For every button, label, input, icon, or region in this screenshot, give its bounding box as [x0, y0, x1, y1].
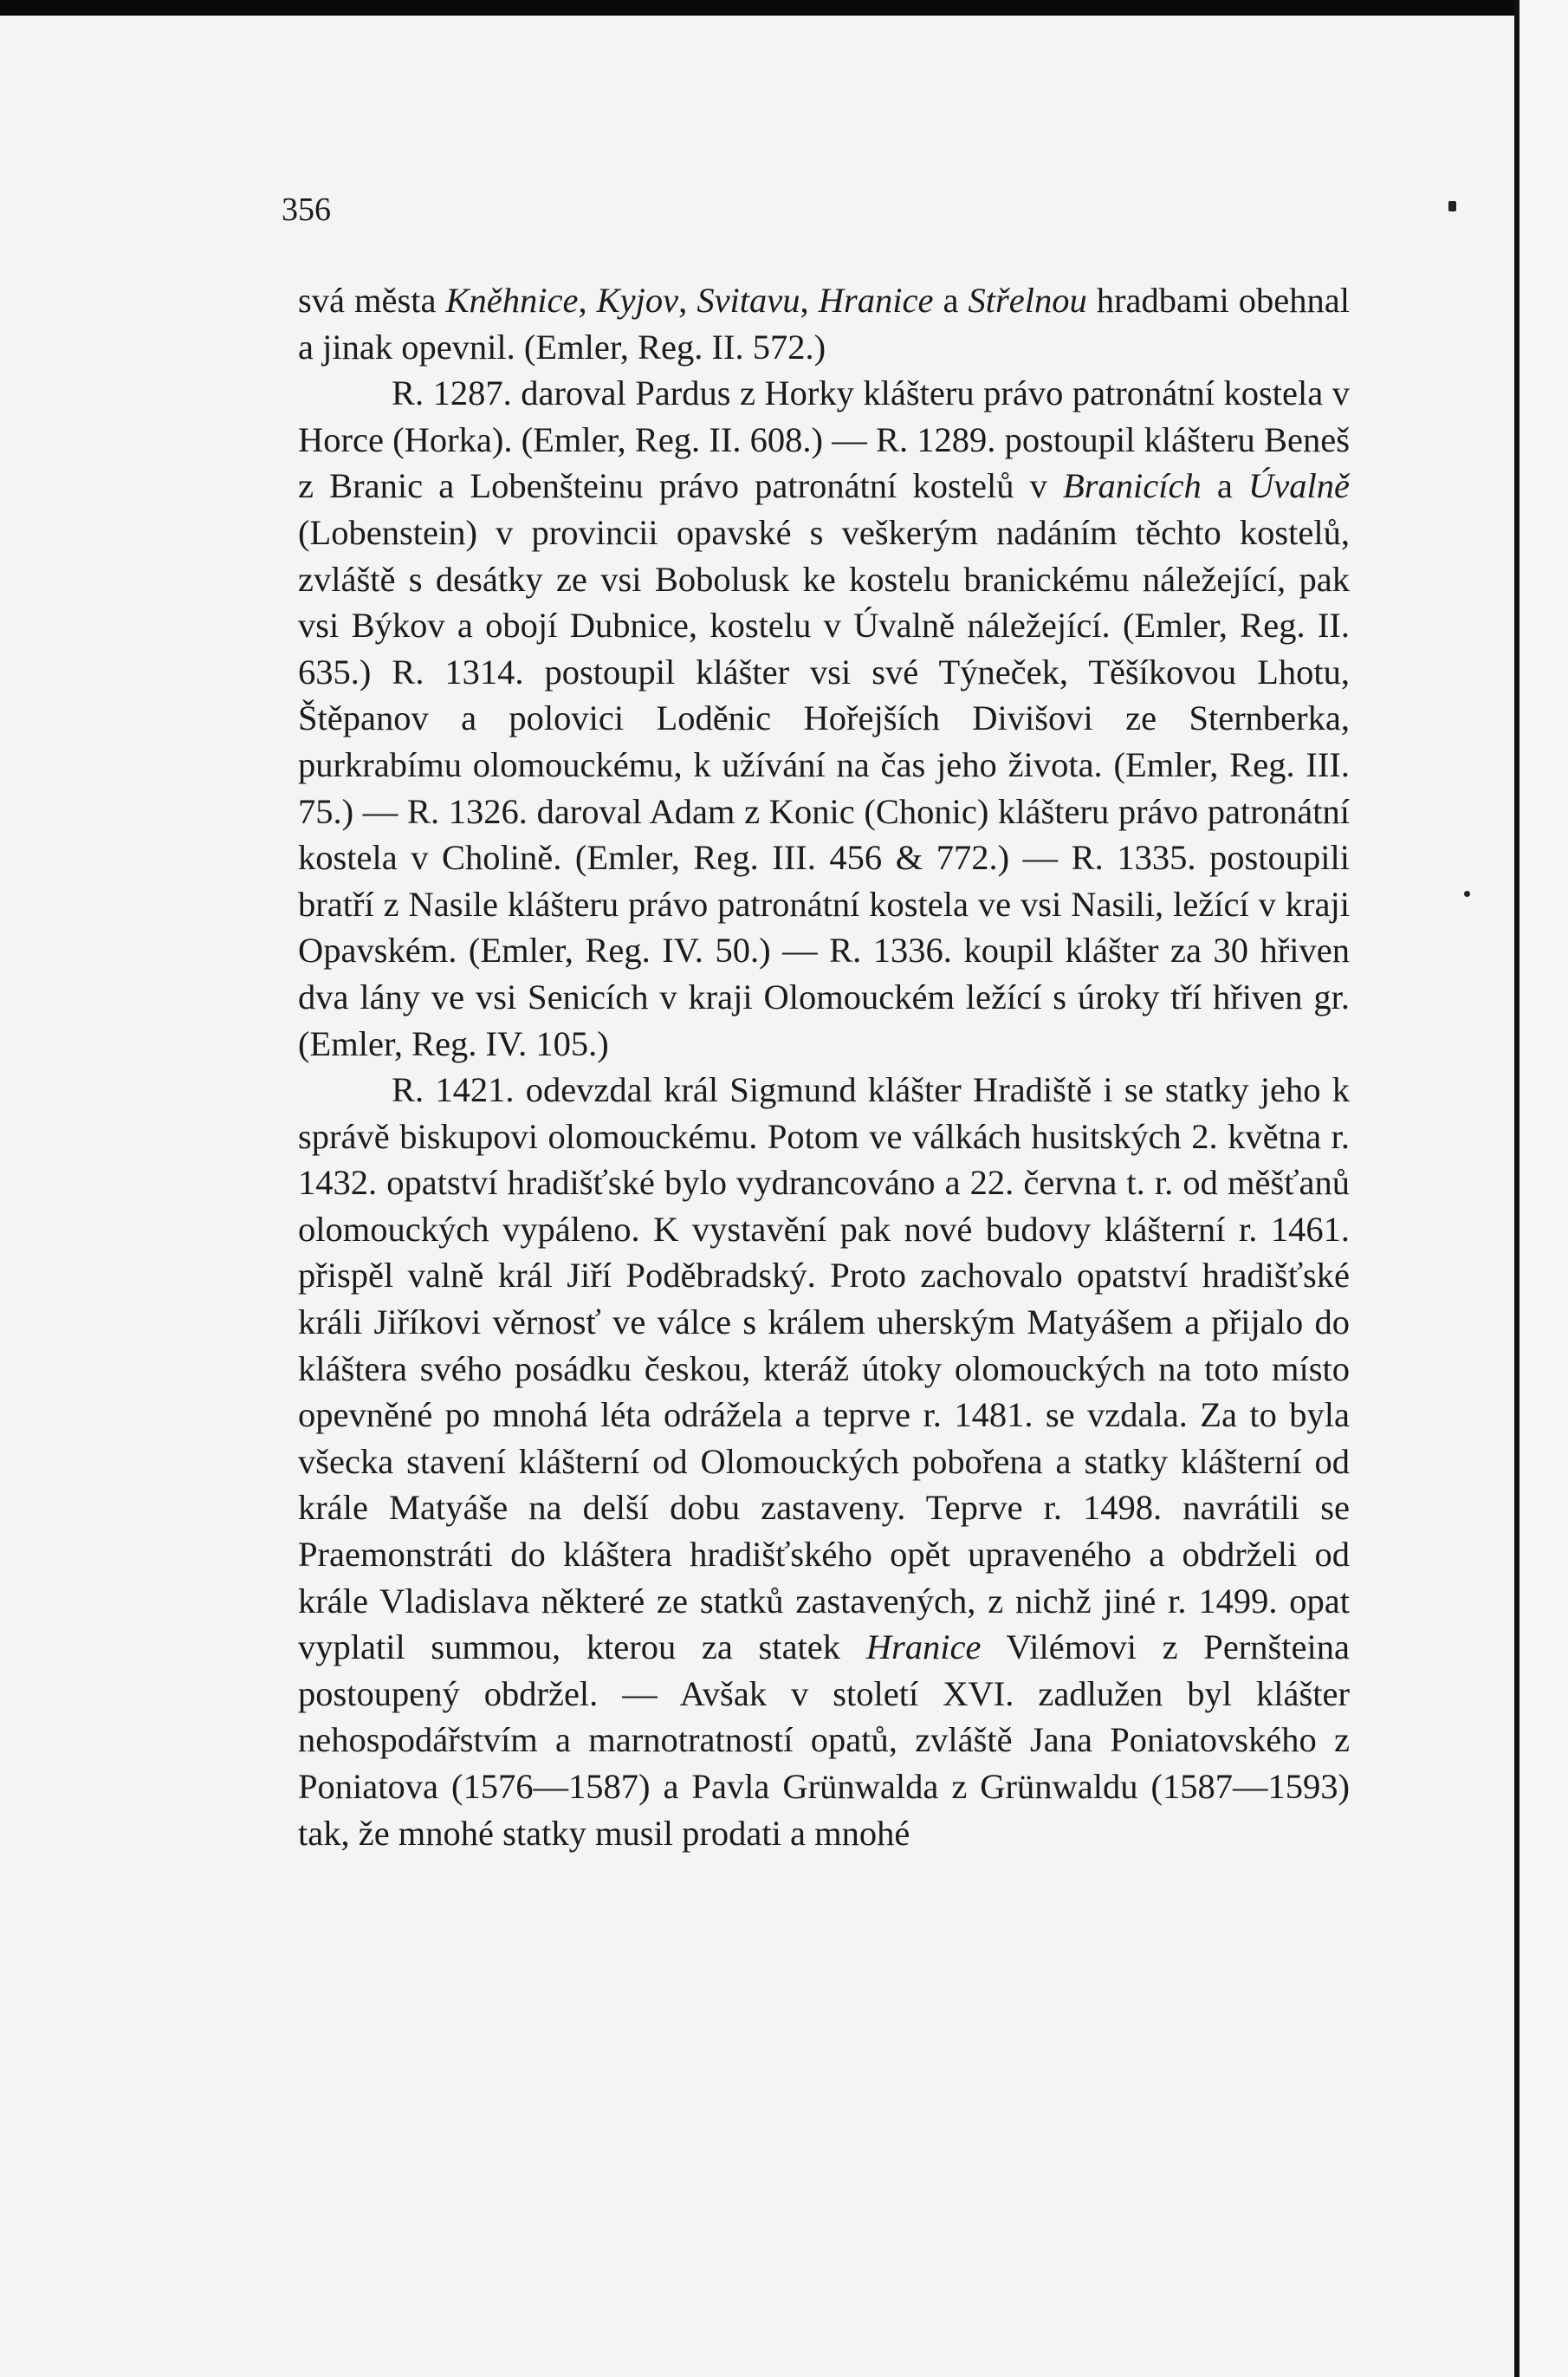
text-segment: hradbami obehnal a jinak opevnil. (Emler, Reg. II. 572.) — [298, 281, 1350, 367]
text-segment: a — [1201, 466, 1249, 506]
text-segment: (Lobenstein) v provincii opavské s veškerým nadáním těchto kostelů, zvláště s desátky ze vsi Bobolusk ke kostelu branickému náležející, pak vsi Býkov a obojí Dubnice, kostelu v Úvalně náležející. (Emler, Reg. II. 635.) R. 1314. postoupil klášter vsi své Týneček, Těšíkovou Lhotu, Štěpanov a polovici Loděnic Hořejších Divišovi ze Sternberka, purkrabímu olomouckému, k užívání na čas jeho života. (Emler, Reg. III. 75.) — R. 1326. daroval Adam z Konic (Chonic) klášteru právo patronátní kostela v Cholině. (Emler, Reg. III. 456 & 772.) — R. 1335. postoupili bratří z Nasile klášteru právo patronátní kostela ve vsi Nasili, ležící v kraji Opavském. (Emler, Reg. IV. 50.) — R. 1336. koupil klášter za 30 hřiven dva lány ve vsi Senicích v kraji Olomouckém ležící s úroky tří hřiven gr. (Emler, Reg. IV. 105.) — [298, 512, 1350, 1063]
page-number: 356 — [282, 192, 331, 228]
paragraph-3 — [298, 1067, 1350, 1856]
text-segment: R. 1287. daroval Pardus z Horky klášteru právo patronátní kostela v Horce (Horka). (Emler, Reg. II. 608.) — R. 1289. postoupil klášteru Beneš z Branic a Lobenšteinu právo patronátní kostelů v — [298, 373, 1350, 506]
scan-speck — [1448, 201, 1456, 211]
text-segment: R. 1421. odevzdal král Sigmund klášter Hradiště i se statky jeho k správě biskupovi olomouckému. Potom ve válkách husitských 2. května r. 1432. opatství hradišťské bylo vydrancováno a 22. června t. r. od měšťanů olomouckých vypáleno. K vystavění pak nové budovy klášterní r. 1461. přispěl valně král Jiří Poděbradský. Proto zachovalo opatství hradišťské králi Jiříkovi věrnosť ve válce s králem uherským Matyášem a přijalo do kláštera svého posádku českou, kteráž útoky olomouckých na toto místo opevněné po mnohá léta odrážela a teprve r. 1481. se vzdala. Za to byla všecka stavení klášterní od Olomouckých pobořena a statky klášterní od krále Matyáše na delší dobu zastaveny. Teprve r. 1498. navrátili se Praemonstráti do kláštera hradišťského opět upraveného a obdrželi od krále Vladislava některé ze statků zastavených, z nichž jiné r. 1499. opat vyplatil summou, kterou za statek — [298, 1070, 1350, 1667]
place-name: Kněhnice — [445, 281, 579, 320]
scanned-page — [0, 16, 1514, 2377]
text-segment: Vilémovi z Pernšteina postoupený obdržel. — Avšak v století XVI. zadlužen byl klášter nehospodářstvím a marnotratností opatů, zvláště Jana Poniatovského z Poniatova (1576—1587) a Pavla Grünwalda z Grünwaldu (1587—1593) tak, že mnohé statky musil prodati a mnohé — [298, 1627, 1351, 1853]
place-name: Branicích — [1063, 466, 1202, 506]
body-text — [298, 277, 1350, 1856]
place-name: Svitavu — [697, 281, 800, 320]
text-segment: , — [678, 281, 697, 320]
text-segment: , — [800, 281, 819, 320]
scan-speck — [1464, 891, 1470, 897]
place-name: Úvalně — [1248, 466, 1350, 506]
page-edge — [1514, 0, 1568, 2377]
place-name: Kyjov — [596, 281, 679, 320]
paragraph-1 — [298, 277, 1350, 370]
paragraph-2 — [298, 370, 1350, 1067]
text-segment: , — [578, 281, 597, 320]
text-segment: a — [933, 281, 969, 320]
place-name: Hranice — [865, 1627, 982, 1667]
text-segment: svá města — [298, 281, 446, 320]
page-border-line — [1514, 0, 1519, 2377]
place-name: Střelnou — [968, 281, 1087, 320]
place-name: Hranice — [818, 281, 934, 320]
